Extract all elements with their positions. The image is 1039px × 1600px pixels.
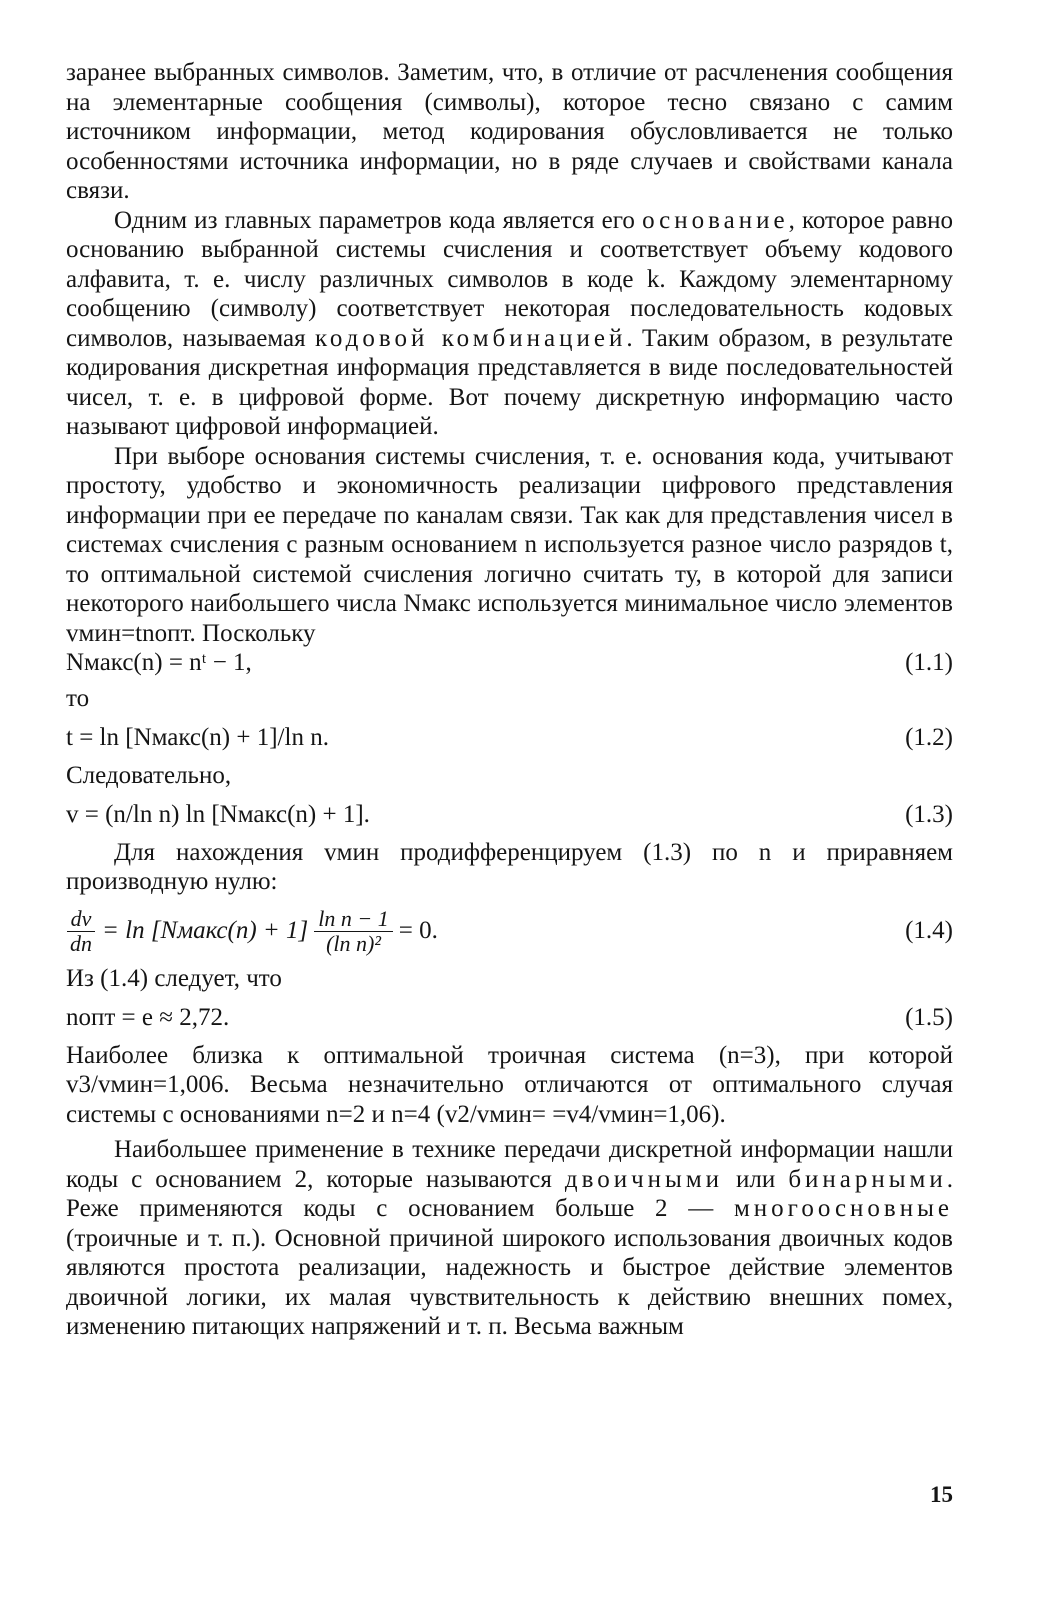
formula-1-2-body: t = ln [Nмакс(n) + 1]/ln n.: [66, 724, 329, 751]
paragraph-2: [66, 206, 953, 442]
term-kodovaya-kombinaciya: кодовой комбинацией: [315, 324, 627, 352]
formula-1-4-tail: = 0.: [398, 917, 438, 945]
term-osnovanie: основание: [642, 206, 789, 234]
formula-1-4-middle: = ln [Nмакс(n) + 1]: [102, 917, 309, 945]
derivative-denominator: dn: [70, 930, 92, 956]
paragraph-5: Из (1.4) следует, что: [66, 964, 282, 992]
formula-1-4-number: (1.4): [905, 917, 953, 945]
formula-1-4-body: [66, 907, 438, 956]
formula-1-3-body: v = (n/ln n) ln [Nмакс(n) + 1].: [66, 801, 370, 828]
log-fraction: [314, 907, 392, 956]
paragraph-1: заранее выбранных символов. Заметим, что, в отличие от расчленения сообщения на элементарные сообщения (символы), которое тесно связано с самим источником информации, метод кодирования обусловливается не только особенностями источника информации, но в ряде случаев и свойствами канала связи.: [66, 59, 953, 204]
derivative-fraction: [66, 907, 96, 956]
formula-1-2-number: (1.2): [905, 724, 953, 751]
formula-1-3-number: (1.3): [905, 801, 953, 828]
text-sledovatelno: Следовательно,: [66, 761, 232, 789]
paragraph-2-part-c: . Таким образом, в результате кодирования дискретная информация представляется в виде последовательностей чисел, т. е. в цифровой форме. Вот почему дискретную информацию часто называют цифровой информацией.: [66, 324, 953, 440]
paragraph-3: При выборе основания системы счисления, т. е. основания кода, учитывают простоту, удобство и экономичность реализации цифрового представления информации при ее передаче по каналам связи. Так как для представления чисел в системах счисления с разным основанием n используется разное число разрядов t, то оптимальной системой счисления логично считать ту, в которой для записи некоторого наибольшего числа Nмакс используется минимальное число элементов vмин=tnопт. Поскольку: [66, 442, 953, 647]
log-fraction-numerator: ln n − 1: [314, 907, 392, 932]
formula-1-1-number: (1.1): [905, 649, 953, 676]
paragraph-7-part-c: (троичные и т. п.). Основной причиной широкого использования двоичных кодов являются простота реализации, надежность и быстрое действие элементов двоичной логики, их малая чувствительность к действию внешних помех, изменению питающих напряжений и т. п. Весьма важным: [66, 1224, 953, 1340]
paragraph-7-part-b: . Реже применяются коды с основанием больше 2 —: [66, 1165, 954, 1222]
paragraph-7-part-a: Наибольшее применение в технике передачи дискретной информации нашли коды с основанием 2, которые называются: [66, 1136, 953, 1193]
term-dvoichnye: двоичными: [564, 1165, 724, 1193]
formula-1-5-body: nопт = e ≈ 2,72.: [66, 1004, 230, 1031]
paragraph-7-or: или: [723, 1165, 789, 1193]
formula-1-5-number: (1.5): [905, 1004, 953, 1031]
page-number: 15: [930, 1482, 953, 1507]
paragraph-7: [66, 1135, 953, 1342]
paragraph-4: Для нахождения vмин продифференцируем (1.3) по n и приравняем производную нулю:: [66, 838, 953, 895]
paragraph-2-part-b: , которое равно основанию выбранной системы счисления и соответствует объему кодового алфавита, т. е. числу различных символов в коде k. Каждому элементарному сообщению (символу) соответствует некоторая последовательность кодовых символов, называемая: [66, 206, 953, 352]
formula-1-2: [66, 723, 953, 753]
term-mnogoosnovnye: многоосновные: [733, 1195, 953, 1222]
derivative-numerator: dv: [67, 907, 96, 932]
paragraph-6: Наиболее близка к оптимальной троичная система (n=3), при которой v3/vмин=1,006. Весьма незначительно отличаются от оптимального случая системы с основаниями n=2 и n=4 (v2/vмин= =v4/vмин=1,06).: [66, 1041, 953, 1128]
text-to: то: [66, 684, 90, 712]
term-binarnye: бинарными: [788, 1165, 947, 1193]
formula-1-5: [66, 1003, 953, 1033]
formula-1-1: [66, 648, 953, 678]
formula-1-4: [66, 907, 953, 956]
formula-1-1-body: Nмакс(n) = nᵗ − 1,: [66, 649, 252, 676]
log-fraction-denominator: (ln n)²: [326, 930, 381, 956]
formula-1-3: [66, 800, 953, 830]
paragraph-2-part-a: Одним из главных параметров кода является его: [114, 206, 643, 234]
